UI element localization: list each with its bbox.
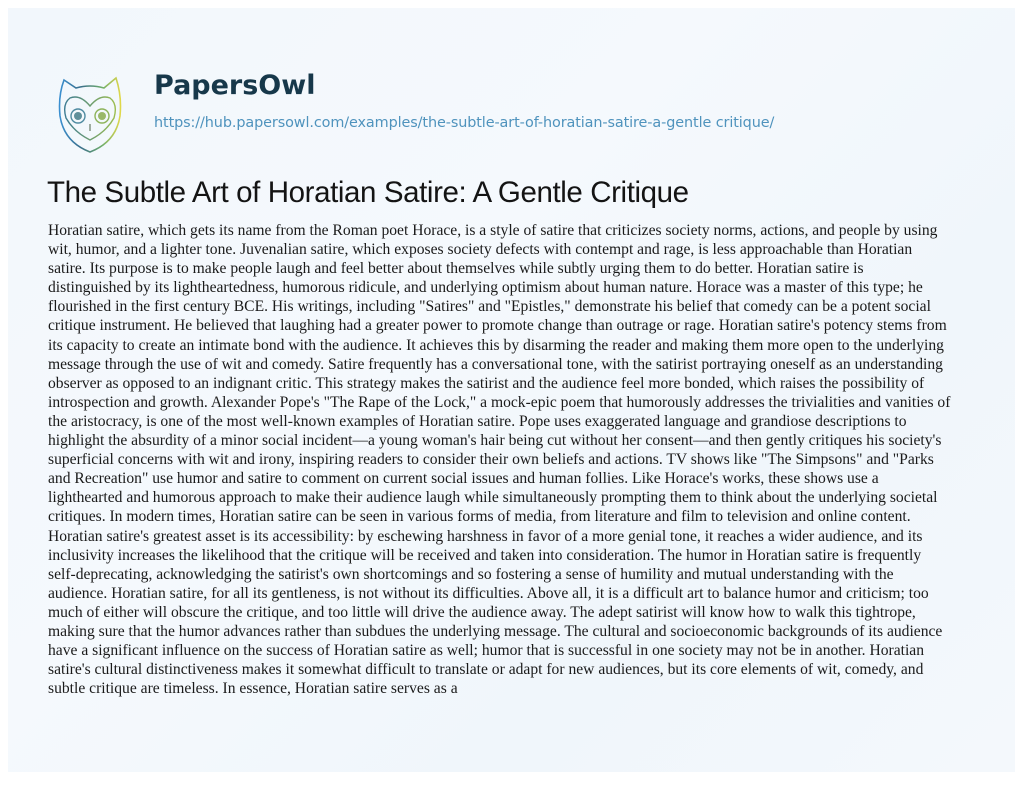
article-text-line: critiques. In modern times, Horatian satire can be seen in various forms of media, from literature and film to television and online content. bbox=[48, 508, 911, 526]
article-text-line: superficial concerns with wit and irony, inspiring readers to consider their own beliefs and actions. TV shows like "The Simpsons" and "Parks bbox=[48, 451, 934, 469]
article-text-line: message through the use of wit and comedy. Satire frequently has a conversational tone, with the satirist portraying oneself as an understanding bbox=[48, 355, 943, 373]
article-text-line: lighthearted and humorous approach to make their audience laugh while simultaneously prompting them to think about the underlying societal bbox=[48, 489, 938, 507]
page-frame bbox=[8, 8, 1015, 772]
article-text-line: highlight the absurdity of a minor social incident—a young woman's hair being cut without her consent—and then gently critiques his society's bbox=[48, 432, 942, 450]
article-text-line: satire. Its purpose is to make people laugh and feel better about themselves while subtly urging them to do better. Horatian satire is bbox=[48, 260, 864, 278]
article-text-line: and Recreation" use humor and satire to comment on current social issues and human follies. Like Horace's works, these shows use a bbox=[48, 470, 879, 488]
article-text-line: distinguished by its lightheartedness, humorous ridicule, and underlying optimism about human nature. Horace was a master of this type; he bbox=[48, 279, 923, 297]
article-text-line: critique instrument. He believed that laughing had a greater power to promote change than outrage or rage. Horatian satire's potency stems from bbox=[48, 317, 947, 335]
article-text-line: inclusivity increases the likelihood that the critique will be received and taken into consideration. The humor in Horatian satire is frequently bbox=[48, 546, 922, 564]
article-text-line: have a significant influence on the success of Horatian satire as well; humor that is successful in one society may not be in another. Horatian bbox=[48, 642, 925, 660]
page-url-link[interactable]: https://hub.papersowl.com/examples/the-subtle-art-of-horatian-satire-a-gentle critique/ bbox=[154, 115, 775, 131]
article-text-line: Horatian satire, which gets its name from the Roman poet Horace, is a style of satire that criticizes society norms, actions, and people by using bbox=[48, 222, 938, 239]
article-text-line: subtle critique are timeless. In essence, Horatian satire serves as a bbox=[48, 680, 458, 698]
article-text-line: self-deprecating, acknowledging the satirist's own shortcomings and so fostering a sense of humility and mutual understanding with the bbox=[48, 565, 894, 583]
article-text-line: the aristocracy, is one of the most well-known examples of Horatian satire. Pope uses exaggerated language and grandiose descriptions to bbox=[48, 412, 907, 430]
article-text-line: wit, humor, and a lighter tone. Juvenalian satire, which exposes society defects with contempt and rage, is less approachable than Horatian bbox=[48, 241, 913, 259]
article-text-line: audience. Horatian satire, for all its gentleness, is not without its difficulties. Above all, it is a difficult art to balance humor and criticism; too bbox=[48, 584, 929, 602]
article-text-line: its capacity to create an intimate bond with the audience. It achieves this by disarming the reader and making them more open to the underlying bbox=[48, 336, 944, 354]
article-text-line: observer as opposed to an indignant critic. This strategy makes the satirist and the audience feel more bonded, which raises the possibility of bbox=[48, 374, 925, 392]
page-title: The Subtle Art of Horatian Satire: A Gentle Critique bbox=[47, 176, 689, 209]
article-text-line: making sure that the humor advances rather than subdues the underlying message. The cultural and socioeconomic backgrounds of its audience bbox=[48, 622, 943, 640]
article-text-line: Horatian satire's greatest asset is its accessibility: by eschewing harshness in favor of a more genial tone, it reaches a wider audience, and its bbox=[48, 527, 923, 545]
article-text-line: flourished in the first century BCE. His writings, including "Satires" and "Epistles," demonstrate his belief that comedy can be a potent social bbox=[48, 298, 931, 316]
article-body bbox=[48, 221, 968, 698]
article-text-line: satire's cultural distinctiveness makes it somewhat difficult to translate or adapt for new audiences, but its core elements of wit, comedy, and bbox=[48, 661, 924, 679]
brand-name[interactable]: PapersOwl bbox=[154, 70, 316, 101]
article-text-line: much of either will obscure the critique, and too little will drive the audience away. The adept satirist will know how to walk this tightrope, bbox=[48, 603, 916, 621]
site-header bbox=[8, 8, 1015, 158]
owl-logo-icon[interactable] bbox=[50, 66, 130, 156]
article-text-line: introspection and growth. Alexander Pope's "The Rape of the Lock," a mock-epic poem that humorously addresses the trivialities and vanities of bbox=[48, 393, 951, 411]
